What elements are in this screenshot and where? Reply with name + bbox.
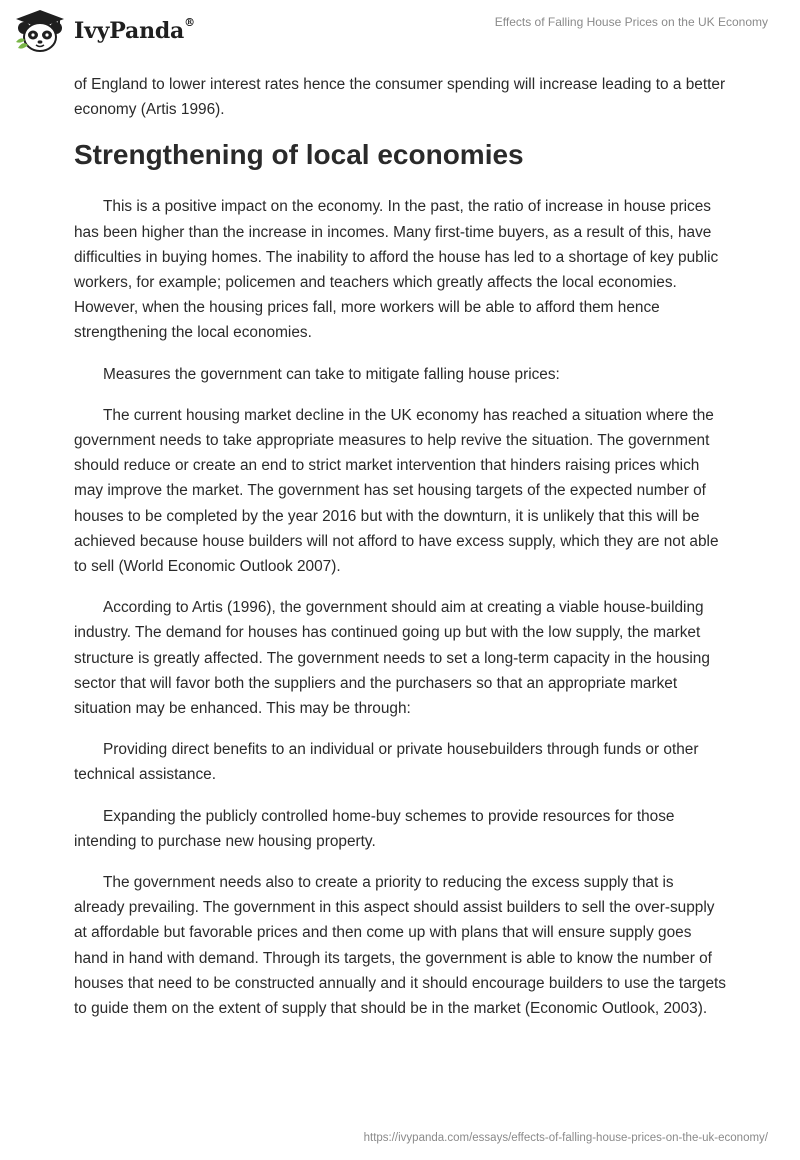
brand-label: IvyPanda [74,18,185,44]
paragraph: According to Artis (1996), the government should aim at creating a viable house-building industry. The demand for houses has continued going up but with the low supply, the market structure is greatly affected. The government needs to set a long-term capacity in the housing sector that will favor both the suppliers and the purchasers so that an appropriate market situation may be enhanced. This may be through: [74,599,710,718]
intro-continuation: of England to lower interest rates hence the consumer spending will increase leading to a better economy (Artis 1996). [74,76,726,119]
essay-content [74,72,726,1037]
panda-graduate-icon [14,8,66,54]
page-header [0,0,800,60]
document-title: Effects of Falling House Prices on the UK Economy [494,15,768,29]
paragraph: Expanding the publicly controlled home-buy schemes to provide resources for those intending to purchase new housing property. [74,807,675,850]
brand-name [74,18,195,44]
source-url[interactable]: https://ivypanda.com/essays/effects-of-falling-house-prices-on-the-uk-economy/ [363,1132,768,1144]
registered-mark: ® [184,16,195,29]
section-heading: Strengthening of local economies [74,139,524,171]
paragraph: Providing direct benefits to an individual or private housebuilders through funds or other technical assistance. [74,741,699,784]
paragraph: This is a positive impact on the economy. In the past, the ratio of increase in house prices has been higher than the increase in incomes. Many first-time buyers, as a result of this, have difficulties in buying homes. The inability to afford the house has led to a shortage of key public workers, for example; policemen and teachers which greatly affects the local economies. However, when the housing prices fall, more workers will be able to afford them hence strengthening the local economies. [74,198,719,342]
paragraph: Measures the government can take to mitigate falling house prices: [103,365,560,383]
ivypanda-logo[interactable] [14,8,195,54]
paragraph: The current housing market decline in the UK economy has reached a situation where the government needs to take appropriate measures to help revive the situation. The government should reduce or create an end to strict market intervention that hinders raising prices which may improve the market. The government has set housing targets of the expected number of houses to be completed by the year 2016 but with the downturn, it is unlikely that this will be achieved because house builders will not afford to have excess supply, which they are not able to sell (World Economic Outlook 2007). [74,406,719,576]
paragraph: The government needs also to create a priority to reducing the excess supply that is already prevailing. The government in this aspect should assist builders to sell the over-supply at affordable but favorable prices and then come up with plans that will ensure supply goes hand in hand with demand. Through its targets, the government is able to know the number of houses that need to be constructed annually and it should encourage builders to use the targets to guide them on the extent of supply that should be in the market (Economic Outlook, 2003). [74,874,726,1018]
